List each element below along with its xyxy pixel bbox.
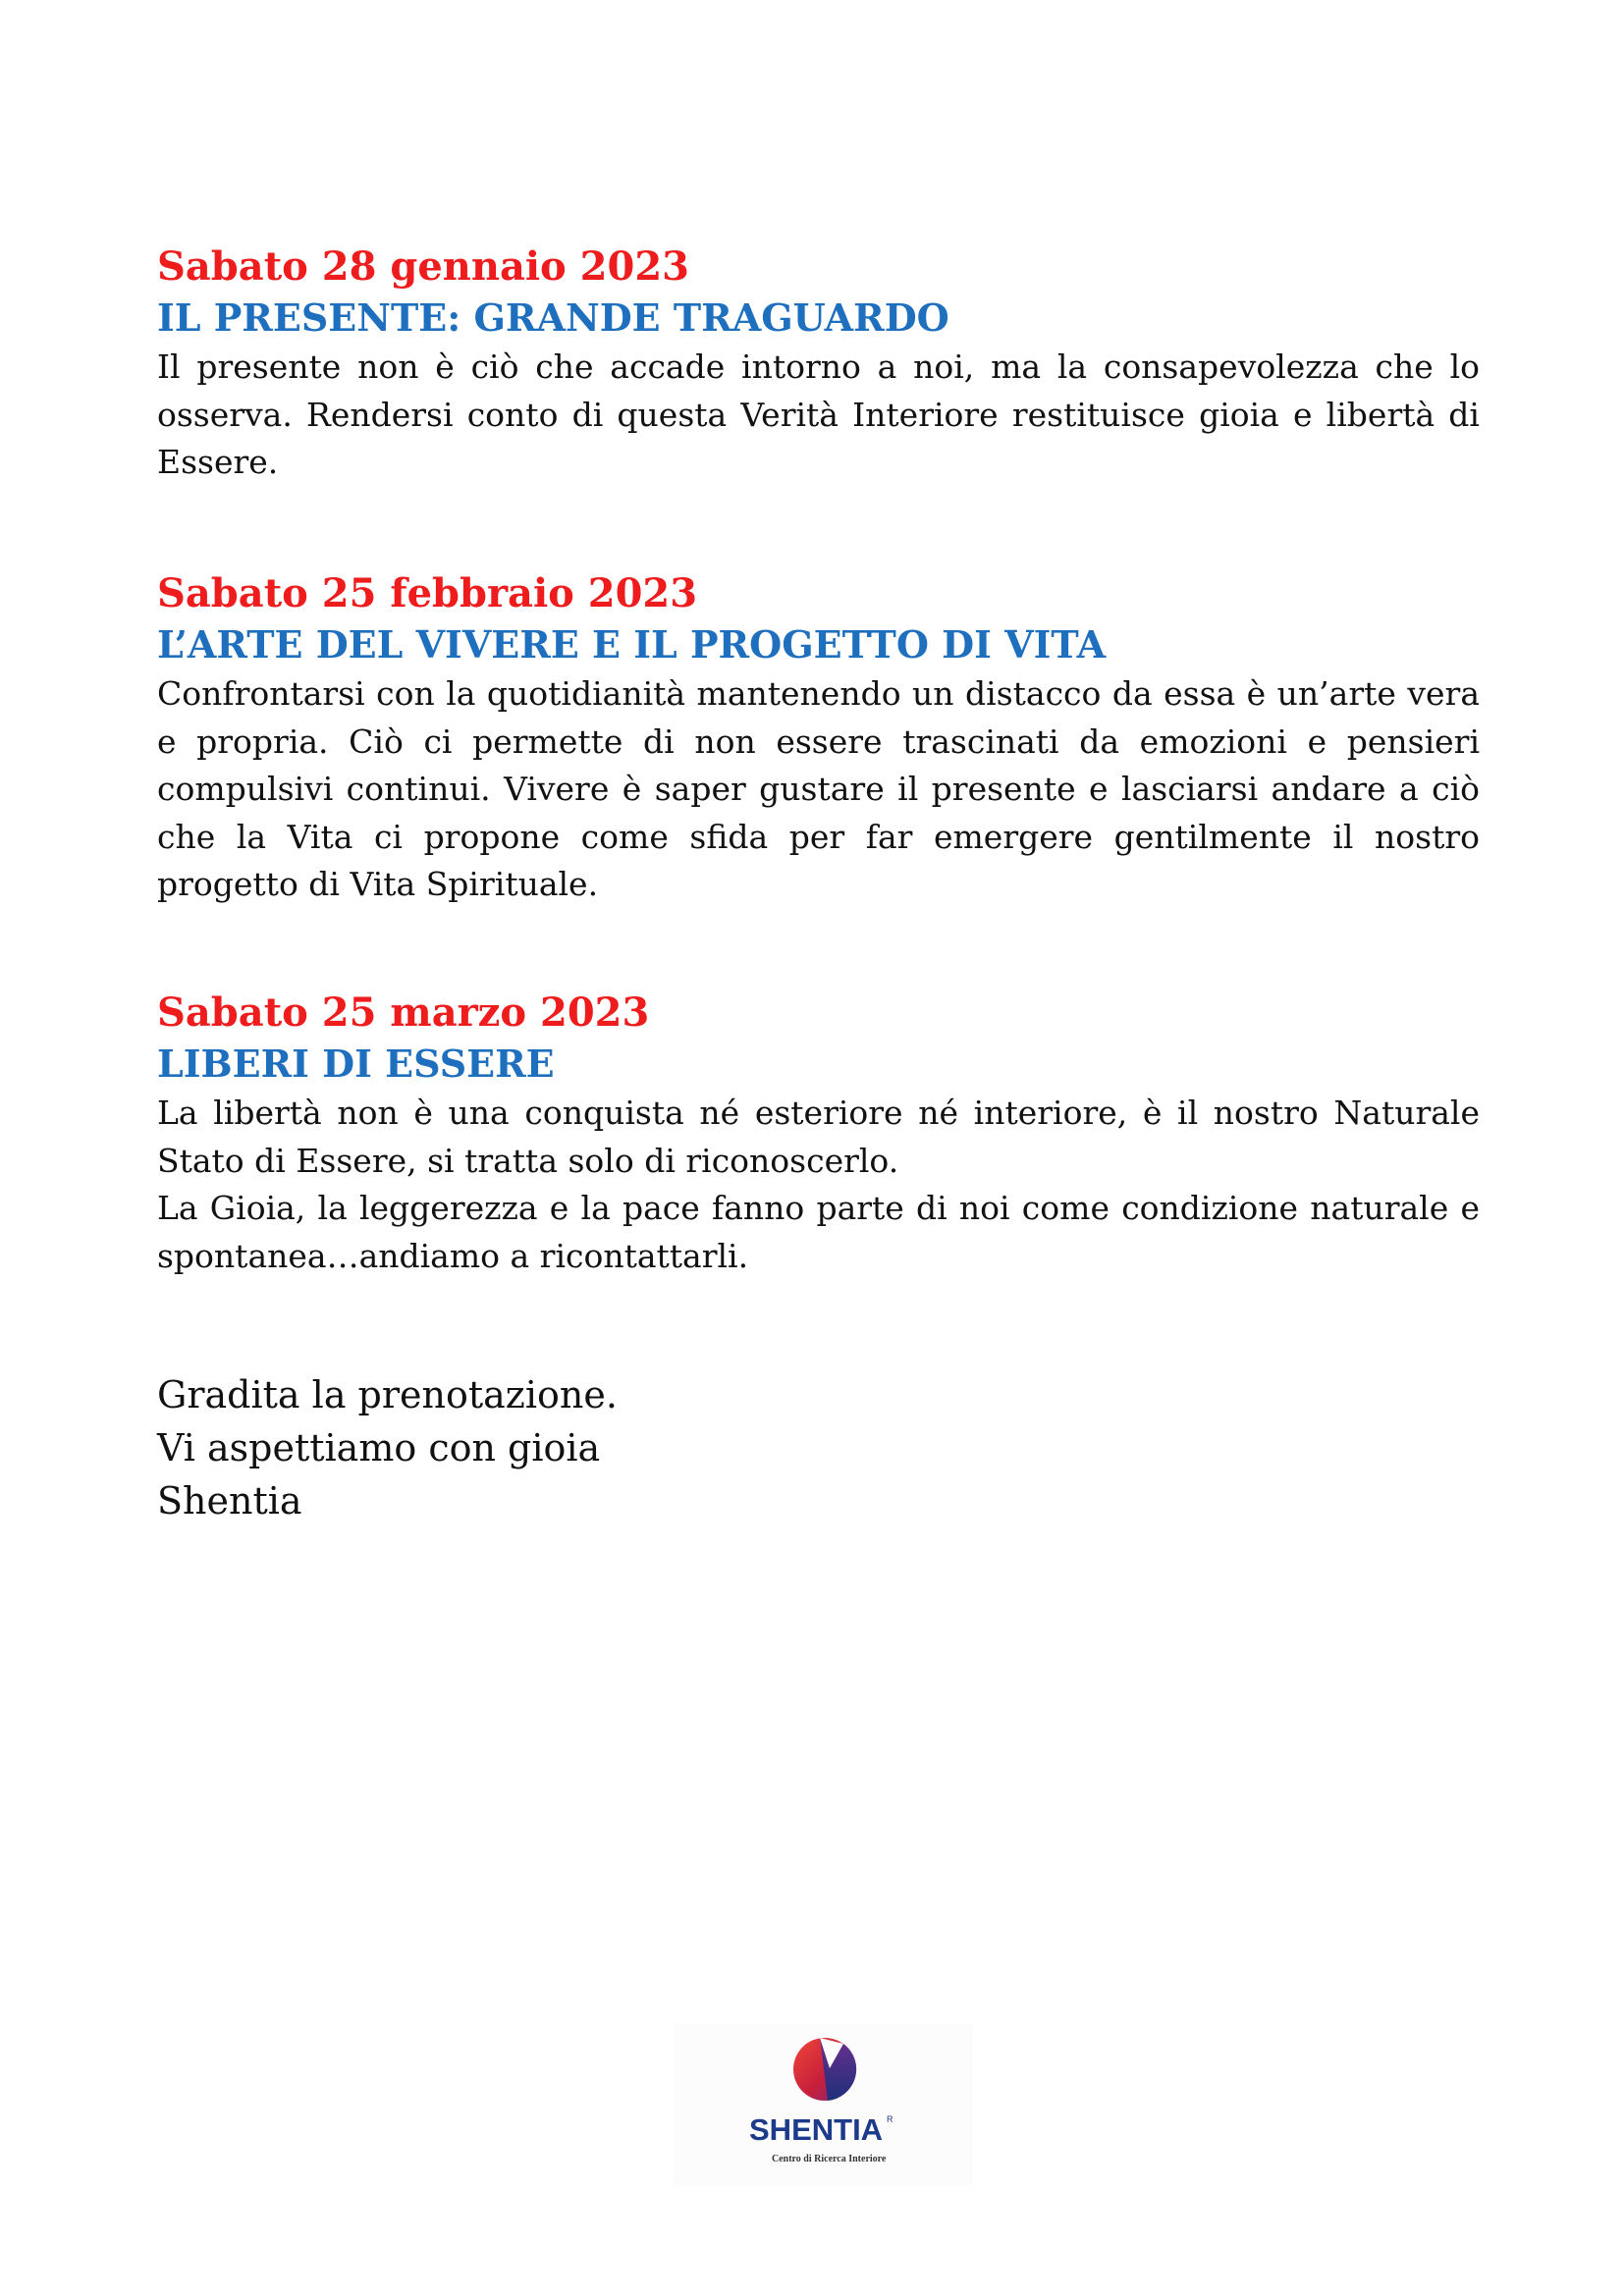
event-date: Sabato 28 gennaio 2023: [157, 243, 689, 290]
closing-line: Gradita la prenotazione.: [157, 1373, 618, 1416]
event-section-february: [157, 568, 1480, 909]
event-paragraph: Il presente non è ciò che accade intorno a noi, ma la consapevolezza che lo osserva. Rendersi conto di questa Verità Interiore restituisce gioia e libertà di Essere.: [157, 347, 1480, 481]
logo-wordmark: SHENTIA: [749, 2112, 884, 2147]
event-paragraph: Confrontarsi con la quotidianità mantenendo un distacco da essa è un’arte vera e propria. Ciò ci permette di non essere trascinati da emozioni e pensieri compulsivi continui. Vivere è saper gustare il presente e lasciarsi andare a ciò che la Vita ci propone come sfida per far emergere gentilmente il nostro progetto di Vita Spirituale.: [157, 674, 1480, 903]
event-section-january: [157, 241, 1480, 487]
event-section-march: [157, 988, 1480, 1280]
event-paragraph: La Gioia, la leggerezza e la pace fanno parte di noi come condizione naturale e spontanea…andiamo a ricontattarli.: [157, 1189, 1480, 1275]
shentia-logo: [673, 2024, 973, 2185]
event-date: Sabato 25 marzo 2023: [157, 989, 650, 1036]
event-paragraph: La libertà non è una conquista né esteriore né interiore, è il nostro Naturale Stato di Essere, si tratta solo di riconoscerlo.: [157, 1094, 1480, 1180]
logo-registered-mark: R: [887, 2114, 893, 2124]
event-description: [157, 344, 1480, 487]
event-date: Sabato 25 febbraio 2023: [157, 570, 698, 616]
closing-line: Vi aspettiamo con gioia: [157, 1426, 601, 1469]
event-title: L’ARTE DEL VIVERE E IL PROGETTO DI VITA: [157, 622, 1107, 667]
logo-graphic: [673, 2024, 973, 2185]
event-title: LIBERI DI ESSERE: [157, 1041, 555, 1086]
closing-note: [157, 1368, 1139, 1527]
closing-signature: Shentia: [157, 1479, 302, 1522]
event-description: [157, 1090, 1480, 1280]
logo-subtitle: Centro di Ricerca Interiore: [772, 2154, 887, 2164]
event-description: [157, 670, 1480, 909]
event-title: IL PRESENTE: GRANDE TRAGUARDO: [157, 295, 949, 340]
